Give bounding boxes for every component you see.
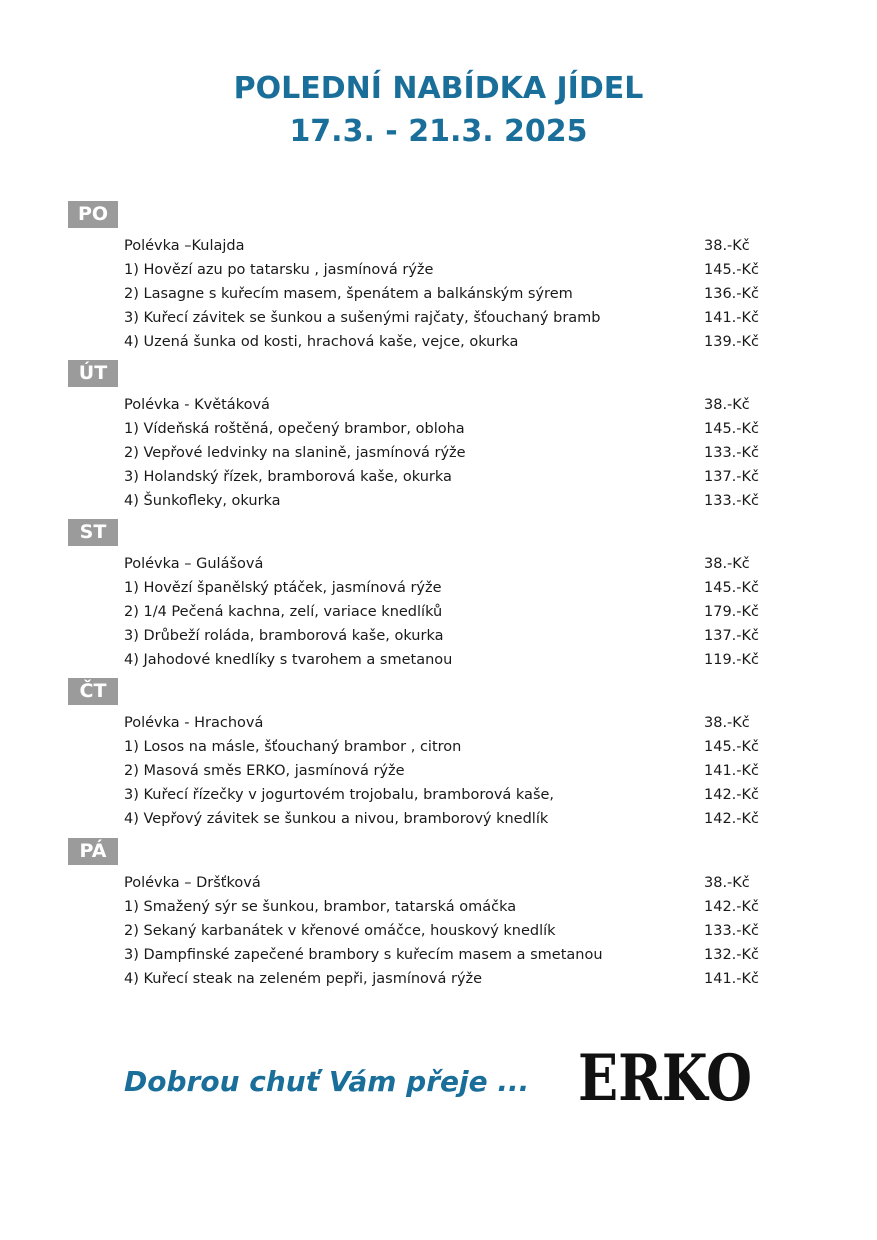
menu-item bbox=[68, 711, 788, 735]
erko-logo bbox=[576, 1038, 754, 1116]
dish-price: 38.-Kč bbox=[704, 397, 750, 413]
dish-name: 2) 1/4 Pečená kachna, zelí, variace knedlíků bbox=[124, 604, 443, 620]
dish-name: Polévka - Květáková bbox=[124, 397, 270, 413]
dish-name: Polévka - Hrachová bbox=[124, 715, 264, 731]
menu-dates: 17.3. - 21.3. 2025 bbox=[289, 114, 588, 149]
menu-item bbox=[68, 417, 788, 441]
dish-price: 142.-Kč bbox=[704, 811, 759, 827]
dish-price: 136.-Kč bbox=[704, 286, 759, 302]
dish-price: 145.-Kč bbox=[704, 421, 759, 437]
menu-item bbox=[68, 967, 788, 991]
dish-price: 38.-Kč bbox=[704, 556, 750, 572]
menu-item bbox=[68, 648, 788, 672]
day-badge: ST bbox=[68, 519, 118, 546]
menu-list bbox=[68, 393, 788, 513]
dish-price: 38.-Kč bbox=[704, 238, 750, 254]
dish-price: 133.-Kč bbox=[704, 923, 759, 939]
dish-name: 2) Sekaný karbanátek v křenové omáčce, houskový knedlík bbox=[124, 923, 556, 939]
menu-item bbox=[68, 943, 788, 967]
day-badge: ÚT bbox=[68, 360, 118, 387]
menu-item bbox=[68, 600, 788, 624]
menu-item bbox=[68, 895, 788, 919]
menu-list bbox=[68, 552, 788, 672]
menu-item bbox=[68, 330, 788, 354]
dish-name: 2) Masová směs ERKO, jasmínová rýže bbox=[124, 763, 405, 779]
dish-name: Polévka – Dršťková bbox=[124, 875, 261, 891]
dish-name: 1) Smažený sýr se šunkou, brambor, tatarská omáčka bbox=[124, 899, 517, 915]
dish-name: 3) Kuřecí řízečky v jogurtovém trojobalu, bramborová kaše, bbox=[124, 787, 555, 803]
menu-item bbox=[68, 759, 788, 783]
day-badge: ČT bbox=[68, 678, 118, 705]
menu-item bbox=[68, 393, 788, 417]
dish-price: 139.-Kč bbox=[704, 334, 759, 350]
dish-name: 4) Šunkofleky, okurka bbox=[124, 493, 281, 509]
dish-name: 1) Losos na másle, šťouchaný brambor , citron bbox=[124, 739, 462, 755]
menu-title: POLEDNÍ NABÍDKA JÍDEL bbox=[233, 71, 644, 106]
dish-price: 142.-Kč bbox=[704, 899, 759, 915]
dish-name: 1) Hovězí španělský ptáček, jasmínová rýže bbox=[124, 580, 442, 596]
menu-item bbox=[68, 234, 788, 258]
logo-wordmark: ERKO bbox=[578, 1041, 752, 1116]
dish-price: 179.-Kč bbox=[704, 604, 759, 620]
dish-price: 133.-Kč bbox=[704, 493, 759, 509]
dish-price: 141.-Kč bbox=[704, 763, 759, 779]
day-section-friday bbox=[68, 838, 788, 991]
dish-price: 145.-Kč bbox=[704, 739, 759, 755]
day-badge: PÁ bbox=[68, 838, 118, 865]
dish-name: Polévka –Kulajda bbox=[124, 238, 245, 254]
dish-name: 3) Dampfinské zapečené brambory s kuřecím masem a smetanou bbox=[124, 947, 603, 963]
menu-item bbox=[68, 465, 788, 489]
menu-item bbox=[68, 576, 788, 600]
menu-item bbox=[68, 735, 788, 759]
menu-list bbox=[68, 871, 788, 991]
dish-price: 38.-Kč bbox=[704, 715, 750, 731]
dish-price: 142.-Kč bbox=[704, 787, 759, 803]
menu-item bbox=[68, 624, 788, 648]
dish-name: 4) Jahodové knedlíky s tvarohem a smetanou bbox=[124, 652, 453, 668]
menu-item bbox=[68, 282, 788, 306]
dish-price: 141.-Kč bbox=[704, 310, 759, 326]
menu-item bbox=[68, 807, 788, 831]
day-section-tuesday bbox=[68, 360, 788, 513]
day-section-monday bbox=[68, 201, 788, 354]
menu-item bbox=[68, 552, 788, 576]
dish-price: 38.-Kč bbox=[704, 875, 750, 891]
menu-item bbox=[68, 871, 788, 895]
menu-item bbox=[68, 258, 788, 282]
dish-price: 133.-Kč bbox=[704, 445, 759, 461]
dish-name: 1) Hovězí azu po tatarsku , jasmínová rýže bbox=[124, 262, 434, 278]
menu-item bbox=[68, 783, 788, 807]
menu-list bbox=[68, 234, 788, 354]
dish-name: 2) Lasagne s kuřecím masem, špenátem a balkánským sýrem bbox=[124, 286, 573, 302]
menu-item bbox=[68, 919, 788, 943]
dish-price: 119.-Kč bbox=[704, 652, 759, 668]
dish-name: 3) Kuřecí závitek se šunkou a sušenými rajčaty, šťouchaný bramb bbox=[124, 310, 601, 326]
dish-price: 145.-Kč bbox=[704, 262, 759, 278]
dish-price: 137.-Kč bbox=[704, 469, 759, 485]
day-section-thursday bbox=[68, 678, 788, 831]
dish-name: 3) Holandský řízek, bramborová kaše, okurka bbox=[124, 469, 452, 485]
dish-name: 2) Vepřové ledvinky na slanině, jasmínová rýže bbox=[124, 445, 466, 461]
dish-name: 4) Kuřecí steak na zeleném pepři, jasmínová rýže bbox=[124, 971, 483, 987]
dish-price: 145.-Kč bbox=[704, 580, 759, 596]
dish-price: 141.-Kč bbox=[704, 971, 759, 987]
dish-name: 1) Vídeňská roštěná, opečený brambor, obloha bbox=[124, 421, 465, 437]
dish-name: Polévka – Gulášová bbox=[124, 556, 264, 572]
dish-price: 137.-Kč bbox=[704, 628, 759, 644]
dish-name: 4) Uzená šunka od kosti, hrachová kaše, vejce, okurka bbox=[124, 334, 519, 350]
dish-name: 3) Drůbeží roláda, bramborová kaše, okurka bbox=[124, 628, 444, 644]
menu-item bbox=[68, 441, 788, 465]
menu-item bbox=[68, 489, 788, 513]
menu-item bbox=[68, 306, 788, 330]
greeting-text: Dobrou chuť Vám přeje ... bbox=[124, 1065, 530, 1098]
day-section-wednesday bbox=[68, 519, 788, 672]
day-badge: PO bbox=[68, 201, 118, 228]
menu-list bbox=[68, 711, 788, 831]
dish-price: 132.-Kč bbox=[704, 947, 759, 963]
dish-name: 4) Vepřový závitek se šunkou a nivou, bramborový knedlík bbox=[124, 811, 549, 827]
